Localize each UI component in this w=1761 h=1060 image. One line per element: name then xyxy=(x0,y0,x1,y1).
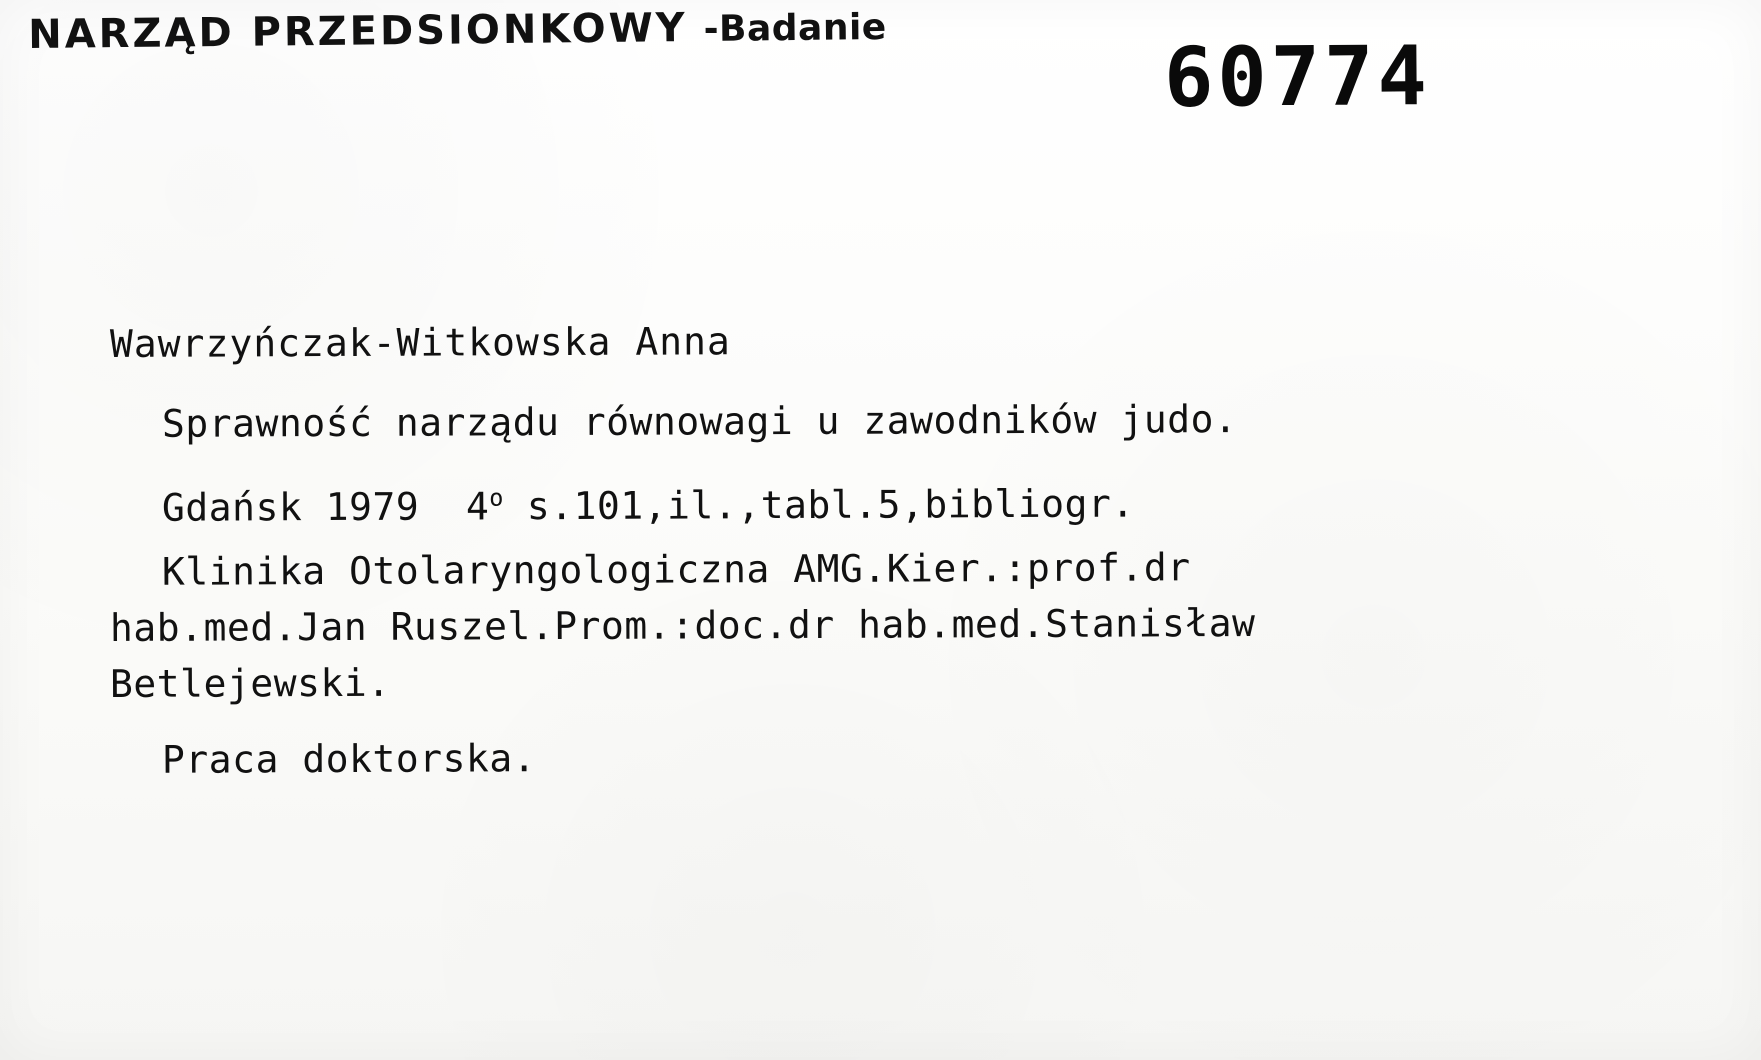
title-line: Sprawność narządu równowagi u zawodników judo. xyxy=(161,397,1238,446)
subject-heading-main: NARZĄD PRZEDSIONKOWY xyxy=(28,5,688,58)
author-line: Wawrzyńczak-Witkowska Anna xyxy=(109,319,731,366)
subject-heading-subdivision: -Badanie xyxy=(703,7,887,50)
card-body xyxy=(110,318,1701,788)
subject-heading xyxy=(28,3,887,58)
note-line-4: Praca doktorska. xyxy=(161,735,537,782)
imprint-prefix: Gdańsk 1979 4 xyxy=(161,484,490,530)
note-line-3: Betlejewski. xyxy=(109,660,391,706)
imprint-suffix: s.101,il.,tabl.5,bibliogr. xyxy=(503,481,1135,529)
imprint-line xyxy=(110,475,1701,536)
note-line-2: hab.med.Jan Ruszel.Prom.:doc.dr hab.med.Stanisław xyxy=(109,600,1256,650)
accession-number: 60774 xyxy=(1163,29,1432,126)
imprint-superscript: o xyxy=(489,483,504,512)
note-line-1: Klinika Otolaryngologiczna AMG.Kier.:prof.dr xyxy=(161,545,1191,594)
